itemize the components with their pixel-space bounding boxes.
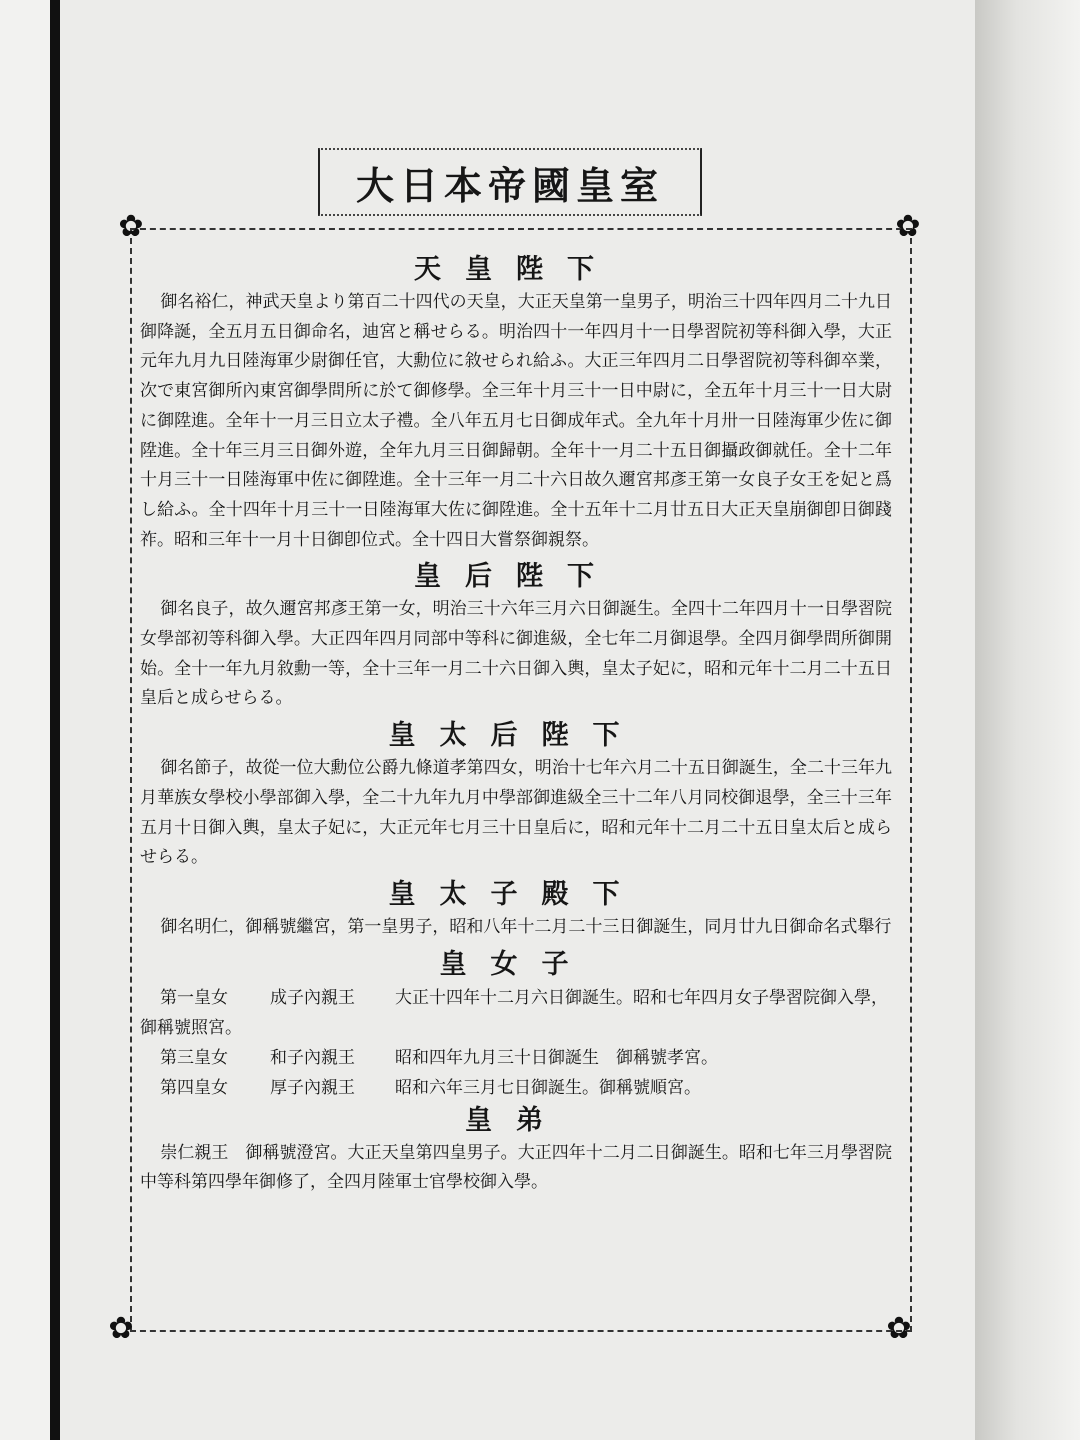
princess-name: 和子內親王 [270,1047,355,1068]
page-right-edge [975,0,1080,1440]
page-title: 大日本帝國皇室 [355,163,664,208]
flower-ornament-icon: ✿ [118,209,144,244]
princess-text: 昭和六年三月七日御誕生。御稱號順宮。 [395,1077,701,1098]
section-body-emperor: 御名裕仁，神武天皇より第百二十四代の天皇，大正天皇第一皇男子，明治三十四年四月二十九日御降誕，全五月五日御命名，迪宮と稱せらる。明治四十一年四月十一日學習院初等科御入學，大正元年九月九日陸海軍少尉御任官，大勳位に敘せられ給ふ。大正三年四月二日學習院初等科御卒業，次で東宮御所內東宮御學問所に於て御修學。全三年十月三十一日中尉に，全五年十月三十一日大尉に御陞進。全年十一月三日立太子禮。全八年五月七日御成年式。全九年十月卅一日陸海軍少佐に御陞進。全十年三月三日御外遊，全年九月三日御歸朝。全年十一月二十五日御攝政御就任。全十二年十月三十一日陸海軍中佐に御陞進。全十三年一月二十六日故久邇宮邦彥王第一女良子女王を妃と爲し給ふ。全十四年十月三十一日陸海軍大佐に御陞進。全十五年十二月廿五日大正天皇崩御卽日御踐祚。昭和三年十一月十日御卽位式。全十四日大嘗祭御親祭。 [140,292,892,550]
section-heading-crown-prince: 皇太子殿下 [388,878,644,910]
flower-ornament-icon: ✿ [895,209,921,244]
section-body-crown-prince: 御名明仁，御稱號繼宮，第一皇男子，昭和八年十二月二十三日御誕生，同月廿九日御命名式舉行 [160,916,892,937]
section-body-empress: 御名良子，故久邇宮邦彥王第一女，明治三十六年三月六日御誕生。全四十二年四月十一日學習院女學部初等科御入學。大正四年四月同部中等科に御進級，全七年二月御退學。全四月御學問所御開始。全十一年九月敘勳一等，全十三年一月二十六日御入輿，皇太子妃に，昭和元年十二月二十五日皇后と成らせらる。 [140,599,892,709]
section-heading-emperor: 天皇陛下 [414,254,618,285]
princess-text: 昭和四年九月三十日御誕生 御稱號孝宮。 [395,1047,718,1068]
section-heading-empress-dowager: 皇太后陛下 [388,720,644,752]
princess-rank: 第一皇女 [160,987,228,1008]
princess-entry [140,1043,892,1073]
section-heading-empress: 皇后陛下 [414,561,618,593]
section-body-brother: 崇仁親王 御稱號澄宮。大正天皇第四皇男子。大正四年十二月二日御誕生。昭和七年三月學習院中等科第四學年御修了，全四月陸軍士官學校御入學。 [140,1142,892,1193]
flower-ornament-icon: ✿ [886,1311,912,1346]
flower-ornament-icon: ✿ [108,1311,134,1346]
princess-name: 成子內親王 [270,987,355,1008]
section-heading-brother: 皇弟 [465,1104,567,1136]
princess-name: 厚子內親王 [270,1077,355,1098]
content [140,252,892,1202]
title-box [318,148,702,216]
princess-entry [140,1073,892,1103]
princess-text: 大正十四年十二月六日御誕生。昭和七年四月女子學習院御入學，御稱號照宮。 [140,987,888,1038]
princess-rank: 第三皇女 [160,1047,228,1068]
princess-entry [140,983,892,1043]
section-heading-princesses: 皇女子 [439,948,593,980]
section-body-empress-dowager: 御名節子，故從一位大勳位公爵九條道孝第四女，明治十七年六月二十五日御誕生，全二十三年九月華族女學校小學部御入學，全二十九年九月中學部御進級全三十二年八月同校御退學，全三十三年五月十日御入輿，皇太子妃に，大正元年七月三十日皇后に，昭和元年十二月二十五日皇太后と成らせらる。 [140,758,892,868]
princess-rank: 第四皇女 [160,1077,228,1098]
page-left-margin [0,0,50,1440]
